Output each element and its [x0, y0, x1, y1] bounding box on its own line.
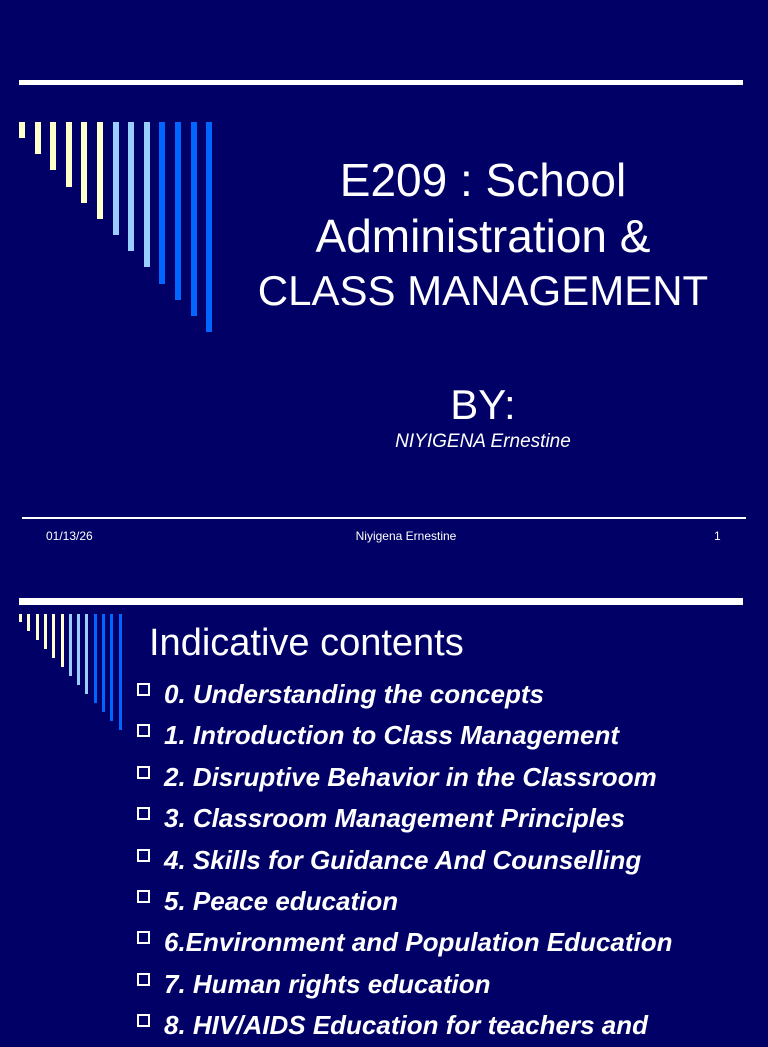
list-item — [137, 881, 672, 922]
hollow-square-icon — [137, 766, 150, 779]
decorative-bar — [119, 614, 122, 730]
hollow-square-icon — [137, 1014, 150, 1027]
decorative-bar — [19, 614, 22, 622]
decorative-bar — [159, 122, 165, 284]
hollow-square-icon — [137, 849, 150, 862]
decorative-bar — [66, 122, 72, 187]
decorative-bar — [144, 122, 150, 267]
top-rule — [19, 80, 743, 85]
decorative-bar — [50, 122, 56, 170]
hollow-square-icon — [137, 931, 150, 944]
hollow-square-icon — [137, 890, 150, 903]
decorative-bar — [52, 614, 55, 658]
hollow-square-icon — [137, 724, 150, 737]
list-item-text: 2. Disruptive Behavior in the Classroom — [164, 761, 657, 792]
list-item-text: 7. Human rights education — [164, 968, 491, 999]
list-item-text: 4. Skills for Guidance And Counselling — [164, 844, 642, 875]
list-item — [137, 715, 672, 756]
decorative-bar — [44, 614, 47, 649]
decorative-bar — [128, 122, 134, 251]
decorative-bar — [81, 122, 87, 203]
decorative-bar — [77, 614, 80, 685]
hollow-square-icon — [137, 683, 150, 696]
decorative-bars — [19, 122, 219, 337]
list-item-text: 5. Peace education — [164, 885, 399, 916]
list-item-text: 0. Understanding the concepts — [164, 679, 544, 709]
contents-slide — [0, 560, 768, 1041]
decorative-bar — [36, 614, 39, 640]
hollow-square-icon — [137, 973, 150, 986]
list-item — [137, 964, 672, 1005]
slide-title-line-2: Administration & — [315, 210, 651, 262]
decorative-bars — [19, 614, 129, 732]
decorative-bar — [27, 614, 30, 631]
top-rule — [19, 598, 743, 605]
footer-page-number: 1 — [714, 529, 721, 543]
decorative-bar — [113, 122, 119, 235]
decorative-bar — [85, 614, 88, 694]
by-label: BY: — [450, 381, 516, 428]
contents-list — [137, 674, 672, 1047]
decorative-bar — [102, 614, 105, 712]
list-item — [137, 1005, 672, 1046]
list-item — [137, 922, 672, 963]
contents-heading: Indicative contents — [149, 622, 464, 664]
list-item-text: 6.Environment and Population Education — [164, 927, 673, 958]
footer-rule — [22, 517, 746, 519]
author-name: NIYIGENA Ernestine — [395, 431, 571, 452]
list-item-text: 3. Classroom Management Principles — [164, 803, 625, 834]
decorative-bar — [110, 614, 113, 721]
hollow-square-icon — [137, 807, 150, 820]
slide-title-line-3: CLASS MANAGEMENT — [257, 267, 709, 314]
decorative-bar — [97, 122, 103, 219]
decorative-bar — [69, 614, 72, 676]
list-item-text: 8. HIV/AIDS Education for teachers and — [164, 1010, 648, 1041]
list-item — [137, 840, 672, 881]
decorative-bar — [175, 122, 181, 300]
slide-title-line-1: E209 : School — [339, 154, 627, 206]
decorative-bar — [61, 614, 64, 667]
list-item — [137, 798, 672, 839]
decorative-bar — [94, 614, 97, 703]
list-item-text: 1. Introduction to Class Management — [164, 720, 620, 751]
list-item — [137, 757, 672, 798]
decorative-bar — [35, 122, 41, 154]
decorative-bar — [19, 122, 25, 138]
footer-author: Niyigena Ernestine — [355, 529, 457, 543]
decorative-bar — [191, 122, 197, 316]
footer-date: 01/13/26 — [46, 529, 93, 543]
list-item — [137, 674, 672, 715]
